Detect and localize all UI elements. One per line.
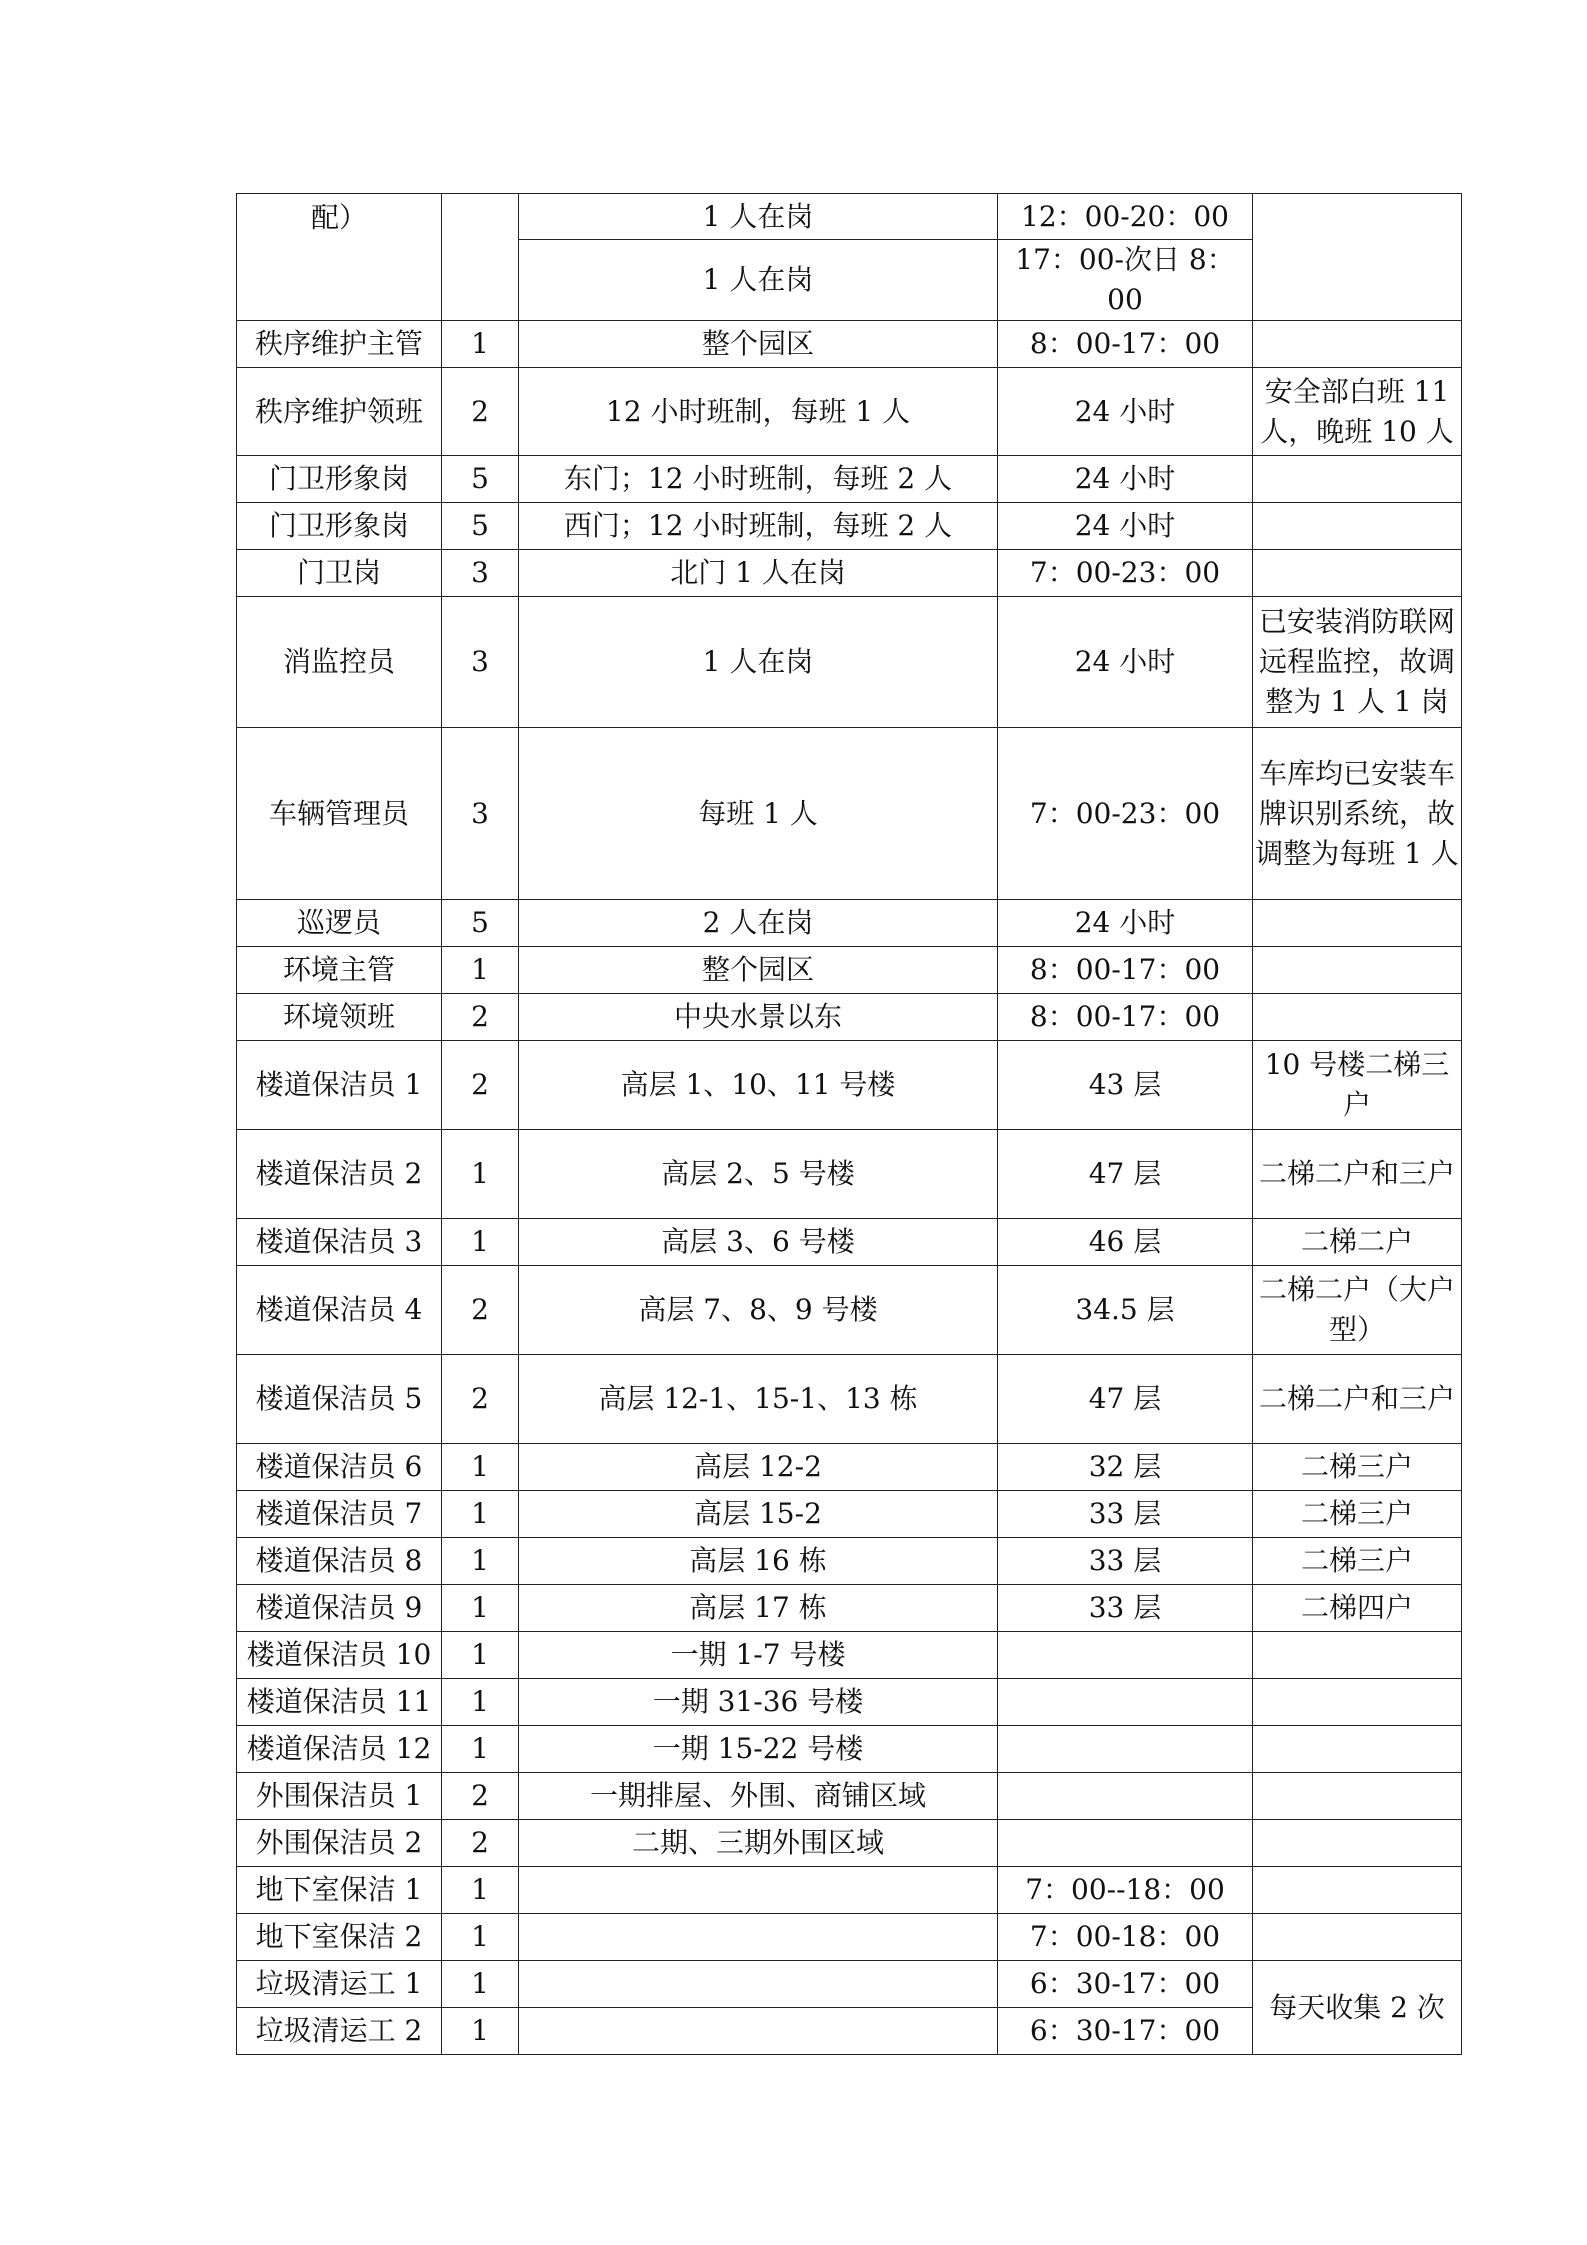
note-cell — [1253, 1726, 1462, 1773]
table-row — [237, 550, 1462, 597]
count-cell: 1 — [442, 1632, 519, 1679]
area-cell: 一期 15-22 号楼 — [519, 1726, 998, 1773]
note-cell — [1253, 194, 1462, 321]
table-row — [237, 1219, 1462, 1266]
table-row — [237, 1266, 1462, 1355]
area-cell: 高层 15-2 — [519, 1491, 998, 1538]
time-cell: 7：00--18：00 — [998, 1867, 1253, 1914]
count-cell: 1 — [442, 947, 519, 994]
role-cell: 配） — [237, 194, 442, 321]
time-cell: 8：00-17：00 — [998, 321, 1253, 368]
note-cell — [1253, 456, 1462, 503]
note-cell: 安全部白班 11 人，晚班 10 人 — [1253, 368, 1462, 456]
role-cell: 秩序维护领班 — [237, 368, 442, 456]
role-cell: 外围保洁员 1 — [237, 1773, 442, 1820]
note-cell — [1253, 994, 1462, 1041]
time-cell: 6：30-17：00 — [998, 1961, 1253, 2008]
time-cell: 17：00-次日 8：00 — [998, 240, 1253, 321]
table-row — [237, 1867, 1462, 1914]
time-cell — [998, 1726, 1253, 1773]
time-cell: 8：00-17：00 — [998, 947, 1253, 994]
area-cell: 高层 12-2 — [519, 1444, 998, 1491]
count-cell: 1 — [442, 1726, 519, 1773]
table-row — [237, 994, 1462, 1041]
table-row — [237, 1820, 1462, 1867]
note-cell: 二梯四户 — [1253, 1585, 1462, 1632]
table-row — [237, 728, 1462, 900]
area-cell — [519, 1961, 998, 2008]
count-cell: 1 — [442, 2008, 519, 2055]
table-row — [237, 368, 1462, 456]
area-cell — [519, 1867, 998, 1914]
note-cell — [1253, 550, 1462, 597]
role-cell: 楼道保洁员 3 — [237, 1219, 442, 1266]
note-cell — [1253, 900, 1462, 947]
table-row — [237, 1130, 1462, 1219]
role-cell: 楼道保洁员 4 — [237, 1266, 442, 1355]
area-cell: 高层 12-1、15-1、13 栋 — [519, 1355, 998, 1444]
role-cell: 车辆管理员 — [237, 728, 442, 900]
role-cell: 门卫岗 — [237, 550, 442, 597]
table-row — [237, 1726, 1462, 1773]
table-row — [237, 1041, 1462, 1130]
note-cell — [1253, 321, 1462, 368]
area-cell: 高层 1、10、11 号楼 — [519, 1041, 998, 1130]
area-cell: 西门；12 小时班制，每班 2 人 — [519, 503, 998, 550]
time-cell: 24 小时 — [998, 900, 1253, 947]
table-row — [237, 1491, 1462, 1538]
area-cell: 12 小时班制，每班 1 人 — [519, 368, 998, 456]
time-cell: 24 小时 — [998, 368, 1253, 456]
table-row — [237, 1961, 1462, 2008]
time-cell — [998, 1679, 1253, 1726]
table-row — [237, 194, 1462, 240]
time-cell: 7：00-23：00 — [998, 550, 1253, 597]
area-cell: 一期排屋、外围、商铺区域 — [519, 1773, 998, 1820]
count-cell: 1 — [442, 1679, 519, 1726]
area-cell: 2 人在岗 — [519, 900, 998, 947]
time-cell: 43 层 — [998, 1041, 1253, 1130]
role-cell: 楼道保洁员 9 — [237, 1585, 442, 1632]
note-cell — [1253, 1820, 1462, 1867]
note-cell — [1253, 1773, 1462, 1820]
area-cell: 一期 1-7 号楼 — [519, 1632, 998, 1679]
note-cell: 10 号楼二梯三户 — [1253, 1041, 1462, 1130]
note-cell — [1253, 1914, 1462, 1961]
time-cell: 33 层 — [998, 1491, 1253, 1538]
role-cell: 楼道保洁员 11 — [237, 1679, 442, 1726]
count-cell: 1 — [442, 321, 519, 368]
area-cell: 一期 31-36 号楼 — [519, 1679, 998, 1726]
role-cell: 地下室保洁 1 — [237, 1867, 442, 1914]
note-cell — [1253, 1679, 1462, 1726]
table-row — [237, 1444, 1462, 1491]
table-row — [237, 1585, 1462, 1632]
time-cell: 34.5 层 — [998, 1266, 1253, 1355]
area-cell: 东门；12 小时班制，每班 2 人 — [519, 456, 998, 503]
count-cell: 2 — [442, 1041, 519, 1130]
note-cell — [1253, 503, 1462, 550]
area-cell: 二期、三期外围区域 — [519, 1820, 998, 1867]
note-cell: 二梯二户 — [1253, 1219, 1462, 1266]
time-cell — [998, 1773, 1253, 1820]
count-cell: 1 — [442, 1491, 519, 1538]
count-cell: 1 — [442, 1444, 519, 1491]
area-cell: 1 人在岗 — [519, 194, 998, 240]
time-cell: 24 小时 — [998, 456, 1253, 503]
role-cell: 环境领班 — [237, 994, 442, 1041]
count-cell: 2 — [442, 1820, 519, 1867]
role-cell: 门卫形象岗 — [237, 503, 442, 550]
role-cell: 楼道保洁员 6 — [237, 1444, 442, 1491]
area-cell: 高层 2、5 号楼 — [519, 1130, 998, 1219]
count-cell: 1 — [442, 1538, 519, 1585]
count-cell: 1 — [442, 1130, 519, 1219]
role-cell: 地下室保洁 2 — [237, 1914, 442, 1961]
note-cell: 每天收集 2 次 — [1253, 1961, 1462, 2055]
role-cell: 秩序维护主管 — [237, 321, 442, 368]
count-cell: 2 — [442, 994, 519, 1041]
area-cell: 1 人在岗 — [519, 240, 998, 321]
time-cell: 12：00-20：00 — [998, 194, 1253, 240]
count-cell: 3 — [442, 597, 519, 728]
table-row — [237, 456, 1462, 503]
role-cell: 环境主管 — [237, 947, 442, 994]
note-cell: 车库均已安装车牌识别系统，故调整为每班 1 人 — [1253, 728, 1462, 900]
role-cell: 垃圾清运工 1 — [237, 1961, 442, 2008]
area-cell — [519, 1914, 998, 1961]
note-cell — [1253, 947, 1462, 994]
table-row — [237, 1914, 1462, 1961]
area-cell: 高层 17 栋 — [519, 1585, 998, 1632]
area-cell: 1 人在岗 — [519, 597, 998, 728]
role-cell: 楼道保洁员 10 — [237, 1632, 442, 1679]
time-cell: 6：30-17：00 — [998, 2008, 1253, 2055]
count-cell: 2 — [442, 368, 519, 456]
count-cell: 1 — [442, 1867, 519, 1914]
count-cell: 1 — [442, 1961, 519, 2008]
count-cell: 3 — [442, 550, 519, 597]
area-cell: 整个园区 — [519, 321, 998, 368]
area-cell — [519, 2008, 998, 2055]
role-cell: 楼道保洁员 8 — [237, 1538, 442, 1585]
note-cell: 二梯三户 — [1253, 1444, 1462, 1491]
area-cell: 整个园区 — [519, 947, 998, 994]
time-cell: 8：00-17：00 — [998, 994, 1253, 1041]
area-cell: 每班 1 人 — [519, 728, 998, 900]
table-row — [237, 1355, 1462, 1444]
area-cell: 中央水景以东 — [519, 994, 998, 1041]
area-cell: 高层 16 栋 — [519, 1538, 998, 1585]
count-cell: 2 — [442, 1773, 519, 1820]
time-cell: 7：00-18：00 — [998, 1914, 1253, 1961]
table-row — [237, 1773, 1462, 1820]
table-row — [237, 597, 1462, 728]
role-cell: 楼道保洁员 2 — [237, 1130, 442, 1219]
staffing-table — [236, 193, 1462, 2055]
count-cell: 2 — [442, 1266, 519, 1355]
note-cell: 二梯二户和三户 — [1253, 1130, 1462, 1219]
time-cell: 47 层 — [998, 1355, 1253, 1444]
count-cell: 3 — [442, 728, 519, 900]
area-cell: 北门 1 人在岗 — [519, 550, 998, 597]
table-row — [237, 321, 1462, 368]
time-cell: 32 层 — [998, 1444, 1253, 1491]
table-row — [237, 1632, 1462, 1679]
table-row — [237, 900, 1462, 947]
note-cell: 二梯三户 — [1253, 1491, 1462, 1538]
time-cell: 33 层 — [998, 1538, 1253, 1585]
role-cell: 楼道保洁员 5 — [237, 1355, 442, 1444]
note-cell: 二梯三户 — [1253, 1538, 1462, 1585]
role-cell: 消监控员 — [237, 597, 442, 728]
count-cell — [442, 194, 519, 321]
time-cell: 33 层 — [998, 1585, 1253, 1632]
time-cell: 24 小时 — [998, 597, 1253, 728]
count-cell: 5 — [442, 900, 519, 947]
table-row — [237, 947, 1462, 994]
role-cell: 门卫形象岗 — [237, 456, 442, 503]
time-cell: 46 层 — [998, 1219, 1253, 1266]
time-cell: 47 层 — [998, 1130, 1253, 1219]
time-cell: 7：00-23：00 — [998, 728, 1253, 900]
note-cell: 二梯二户和三户 — [1253, 1355, 1462, 1444]
count-cell: 1 — [442, 1585, 519, 1632]
role-cell: 楼道保洁员 12 — [237, 1726, 442, 1773]
note-cell — [1253, 1867, 1462, 1914]
table-row — [237, 1538, 1462, 1585]
time-cell — [998, 1820, 1253, 1867]
count-cell: 2 — [442, 1355, 519, 1444]
note-cell: 已安装消防联网远程监控，故调整为 1 人 1 岗 — [1253, 597, 1462, 728]
note-cell — [1253, 1632, 1462, 1679]
count-cell: 5 — [442, 456, 519, 503]
role-cell: 楼道保洁员 7 — [237, 1491, 442, 1538]
note-cell: 二梯二户（大户型） — [1253, 1266, 1462, 1355]
area-cell: 高层 3、6 号楼 — [519, 1219, 998, 1266]
role-cell: 楼道保洁员 1 — [237, 1041, 442, 1130]
table-row — [237, 503, 1462, 550]
count-cell: 5 — [442, 503, 519, 550]
count-cell: 1 — [442, 1219, 519, 1266]
table-row — [237, 1679, 1462, 1726]
count-cell: 1 — [442, 1914, 519, 1961]
area-cell: 高层 7、8、9 号楼 — [519, 1266, 998, 1355]
role-cell: 巡逻员 — [237, 900, 442, 947]
time-cell: 24 小时 — [998, 503, 1253, 550]
role-cell: 外围保洁员 2 — [237, 1820, 442, 1867]
time-cell — [998, 1632, 1253, 1679]
role-cell: 垃圾清运工 2 — [237, 2008, 442, 2055]
